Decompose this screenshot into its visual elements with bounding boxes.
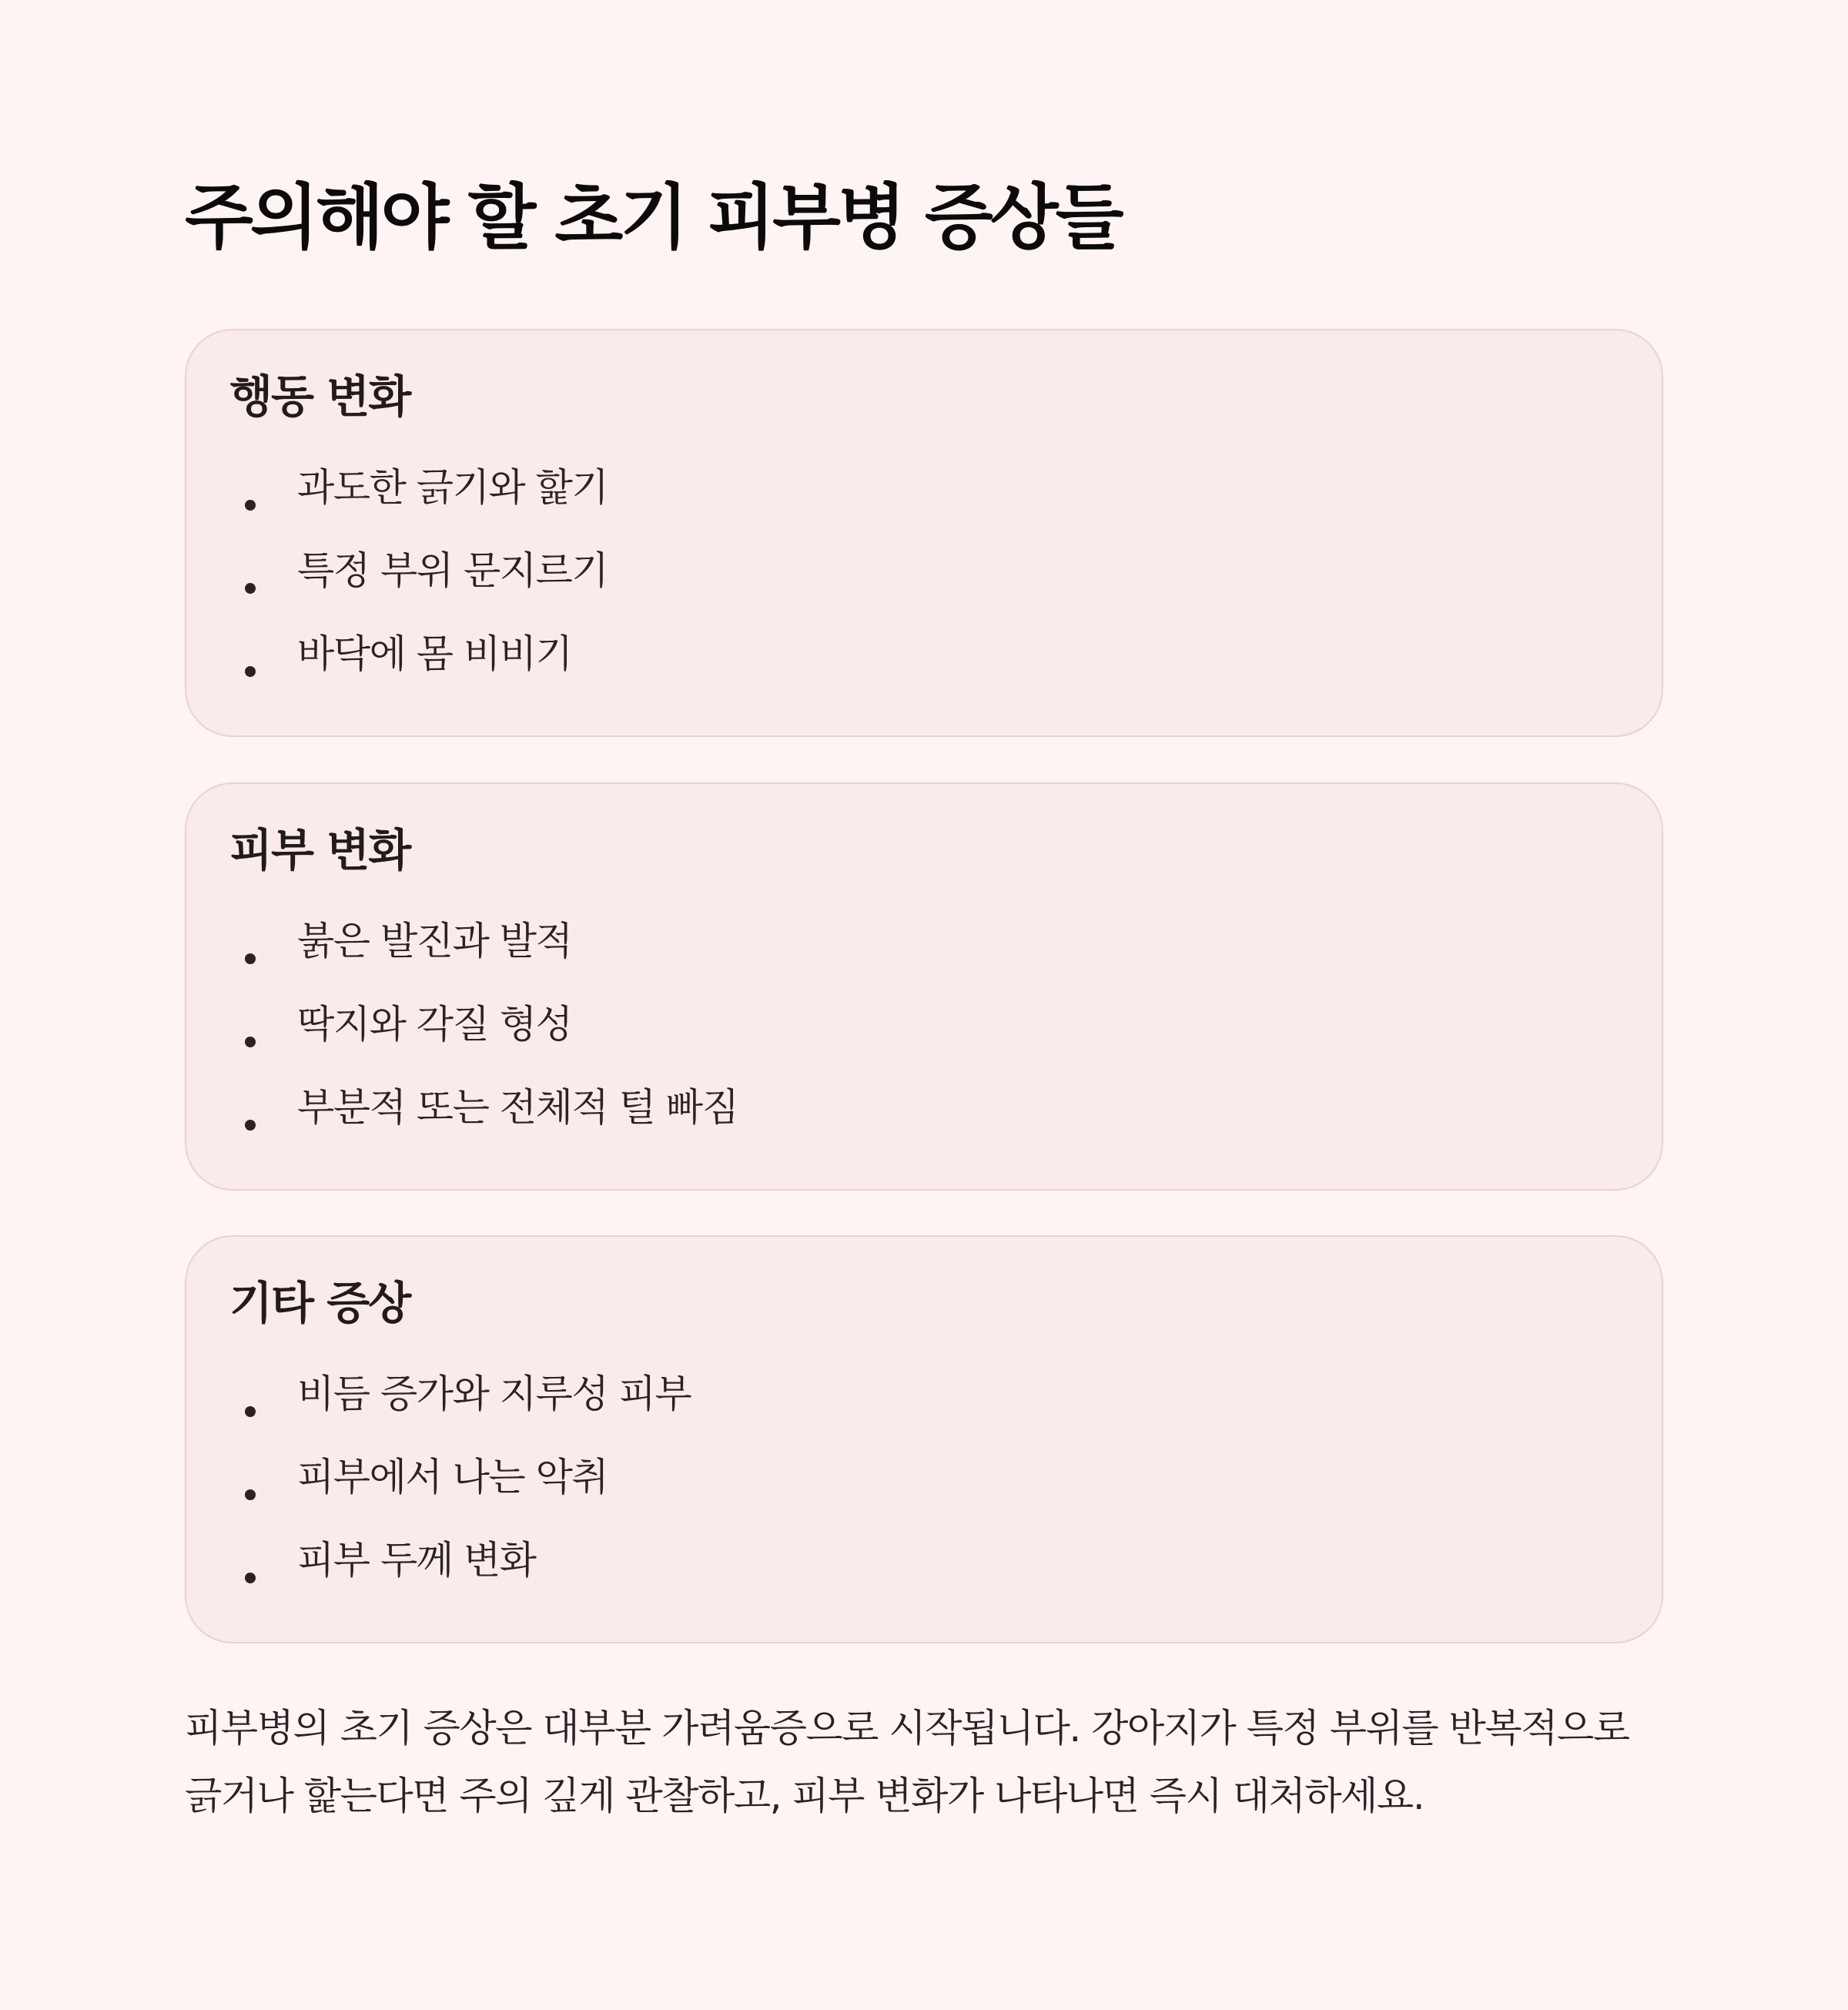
list-item-text: 바닥에 몸 비비기 xyxy=(297,631,572,676)
bullet-icon xyxy=(245,1037,256,1047)
bullet-icon xyxy=(245,583,256,594)
bullet-icon xyxy=(245,666,256,677)
list-item-text: 비듬 증가와 지루성 피부 xyxy=(297,1372,691,1416)
bullet-icon xyxy=(245,1573,256,1583)
list-item-text: 딱지와 각질 형성 xyxy=(297,1002,572,1047)
list-item-text: 피부 두께 변화 xyxy=(297,1538,536,1583)
bullet-icon xyxy=(245,1406,256,1417)
list-item xyxy=(186,629,1662,712)
list-item-text: 과도한 긁기와 핥기 xyxy=(297,465,608,510)
section-card-skin xyxy=(185,782,1663,1191)
section-heading: 행동 변화 xyxy=(229,370,410,423)
list-item-text: 부분적 또는 전체적 털 빠짐 xyxy=(297,1085,738,1130)
list-item-text: 피부에서 나는 악취 xyxy=(297,1455,608,1499)
symptom-list xyxy=(186,463,1662,712)
list-item-text: 붉은 발진과 발적 xyxy=(297,919,572,963)
bullet-icon xyxy=(245,500,256,511)
section-card-behavior xyxy=(185,329,1663,737)
list-item-text: 특정 부위 문지르기 xyxy=(297,548,608,593)
section-card-other xyxy=(185,1235,1663,1643)
bullet-icon xyxy=(245,1120,256,1131)
symptom-list xyxy=(186,1369,1662,1619)
bullet-icon xyxy=(245,1489,256,1500)
list-item xyxy=(186,1536,1662,1619)
list-item xyxy=(186,1083,1662,1166)
section-heading: 피부 변화 xyxy=(229,824,410,876)
symptom-list xyxy=(186,916,1662,1166)
summary-paragraph: 피부병의 초기 증상은 대부분 가려움증으로 시작됩니다. 강아지가 특정 부위를 반복적으로 긁거나 핥는다면 주의 깊게 관찰하고, 피부 변화가 나타나면 즉시 대처하세요. xyxy=(185,1706,1629,1818)
section-heading: 기타 증상 xyxy=(229,1277,410,1329)
bullet-icon xyxy=(245,953,256,964)
page-title: 주의해야 할 초기 피부병 증상들 xyxy=(185,176,1121,259)
